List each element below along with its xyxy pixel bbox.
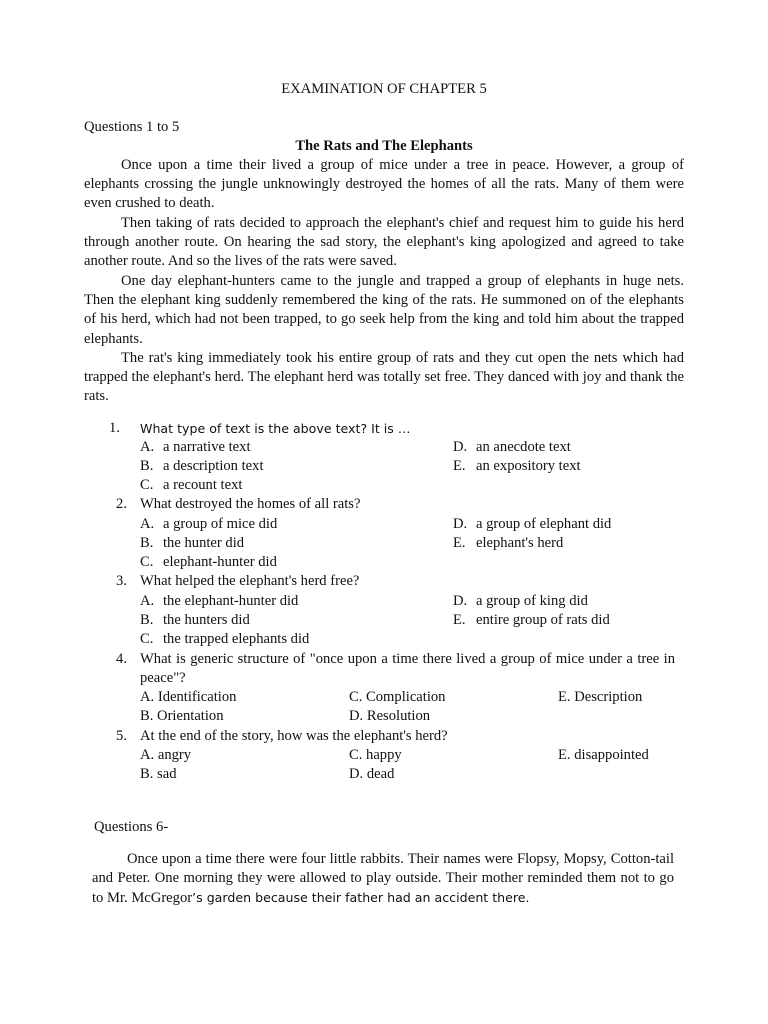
question-5-option-e: E. disappointed [558, 747, 649, 763]
section-label-questions-1-5: Questions 1 to 5 [84, 119, 180, 135]
question-1-option-b: B. a description text [140, 458, 264, 474]
question-5-option-d: D. dead [349, 766, 395, 782]
question-1-option-a: A. a narrative text [140, 439, 251, 455]
section-label-questions-6: Questions 6- [94, 819, 169, 835]
question-3-option-a: A. the elephant-hunter did [140, 593, 299, 609]
question-4-option-b: B. Orientation [140, 708, 224, 724]
question-4-option-e: E. Description [558, 689, 643, 705]
question-2-option-b: B. the hunter did [140, 535, 245, 551]
story-paragraph-4: The rat's king immediately took his entire group of rats and they cut open the nets which had trapped the elephant's herd. The elephant herd was totally set free. They danced with joy and thank the rats. [84, 350, 684, 405]
story-paragraph-3: One day elephant-hunters came to the jungle and trapped a group of elephants in huge nets. Then the elephant king suddenly remembered the king of the rats. He summoned on of the elephants of his herd, which had not been trapped, to go seek help from the king and told him about the trapped elephants. [84, 273, 684, 347]
question-4-number: 4. [116, 651, 127, 667]
question-3-number: 3. [116, 573, 127, 589]
question-1-number: 1. [109, 420, 120, 436]
rabbit-story-paragraph: Once upon a time there were four little rabbits. Their names were Flopsy, Mopsy, Cotton-tail and Peter. One morning they were allowed to play outside. Their mother reminded them not to go to Mr. McGregor’s garden because their father had an accident there. [92, 851, 674, 907]
question-2-number: 2. [116, 496, 127, 512]
question-5-option-c: C. happy [349, 747, 402, 763]
question-4-option-c: C. Complication [349, 689, 446, 705]
story-paragraph-1: Once upon a time their lived a group of mice under a tree in peace. However, a group of elephants crossing the jungle unknowingly destroyed the homes of all the rats. Many of them were even crushed to death. [84, 157, 684, 212]
story-paragraph-2: Then taking of rats decided to approach the elephant's chief and request him to guide his herd through another route. On hearing the sad story, the elephant's king apologized and agreed to take another route. And so the lives of the rats were saved. [84, 215, 684, 270]
question-2-option-e: E. elephant's herd [453, 535, 564, 551]
question-1-option-d: D. an anecdote text [453, 439, 571, 455]
question-3-option-c: C. the trapped elephants did [140, 631, 310, 647]
question-3-option-d: D. a group of king did [453, 593, 588, 609]
question-5-option-a: A. angry [140, 747, 192, 763]
question-2-option-d: D. a group of elephant did [453, 516, 612, 532]
question-5-text: At the end of the story, how was the elephant's herd? [140, 728, 448, 744]
question-1-text: What type of text is the above text? It is … [140, 421, 411, 436]
question-2-option-c: C. elephant-hunter did [140, 554, 277, 570]
question-4-option-d: D. Resolution [349, 708, 431, 724]
question-3-option-e: E. entire group of rats did [453, 612, 610, 628]
question-5-option-b: B. sad [140, 766, 177, 782]
question-3-option-b: B. the hunters did [140, 612, 250, 628]
question-2-text: What destroyed the homes of all rats? [140, 496, 361, 512]
story-title: The Rats and The Elephants [295, 138, 473, 154]
question-1-option-c: C. a recount text [140, 477, 243, 493]
question-4-option-a: A. Identification [140, 689, 237, 705]
exam-title: EXAMINATION OF CHAPTER 5 [281, 81, 487, 97]
question-3-text: What helped the elephant's herd free? [140, 573, 360, 589]
question-1-option-e: E. an expository text [453, 458, 581, 474]
question-5-number: 5. [116, 728, 127, 744]
question-2-option-a: A. a group of mice did [140, 516, 278, 532]
question-4-text: What is generic structure of "once upon a time there lived a group of mice under a tree in peace"? [140, 651, 675, 686]
